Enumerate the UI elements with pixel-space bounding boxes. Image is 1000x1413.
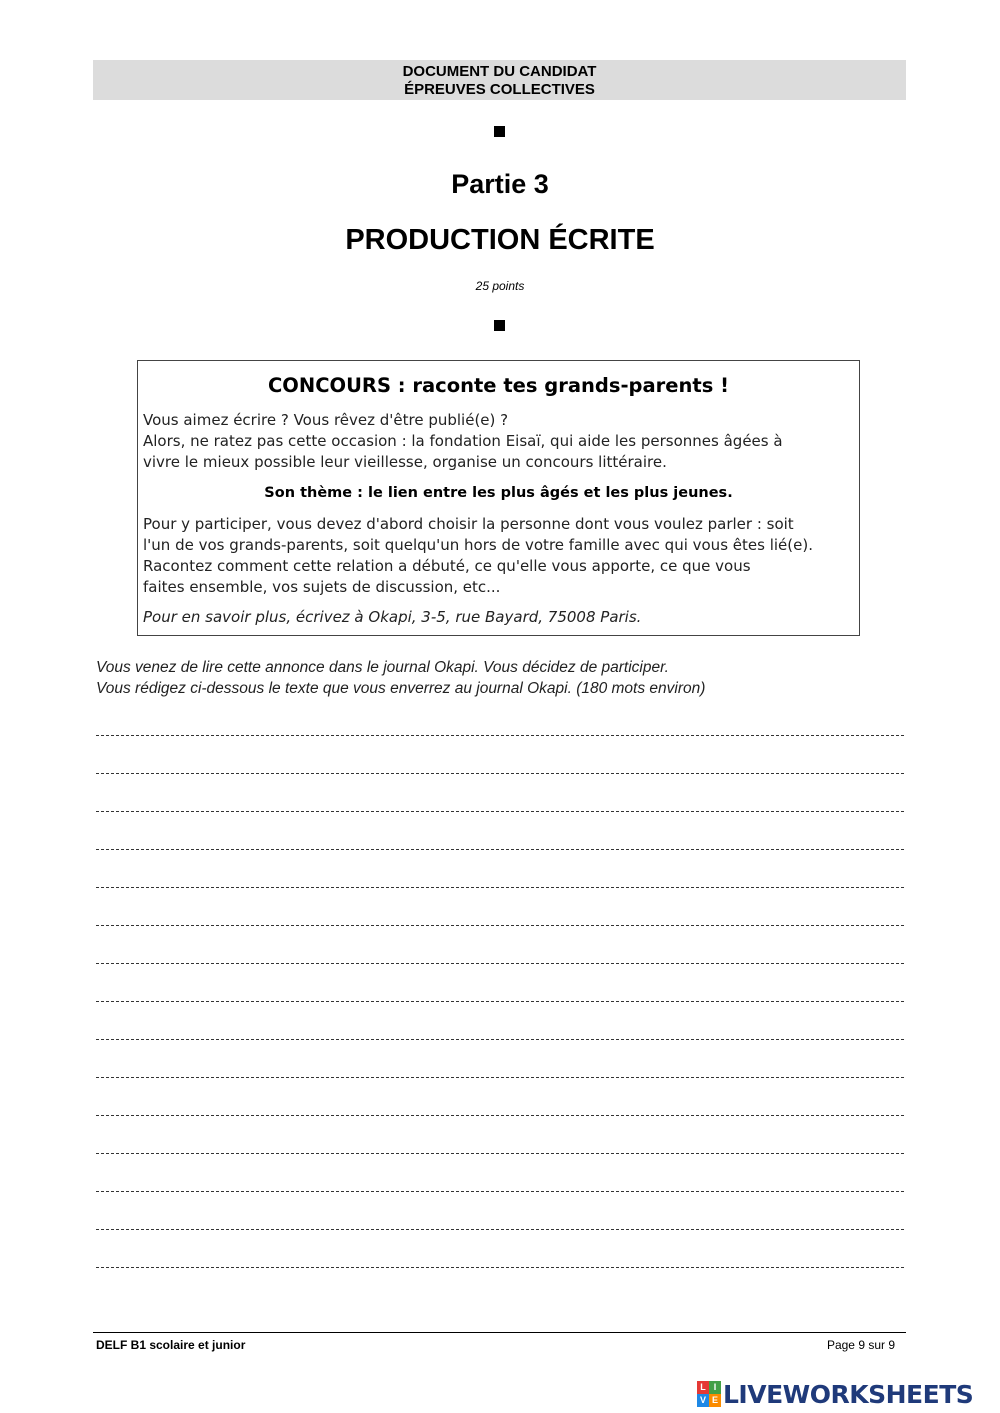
footer-divider — [93, 1332, 906, 1333]
watermark-text: LIVEWORKSHEETS — [723, 1379, 974, 1409]
writing-line[interactable] — [96, 736, 904, 774]
instruction-line: Vous venez de lire cette annonce dans le journal Okapi. Vous décidez de participer. — [96, 659, 669, 676]
writing-line[interactable] — [96, 1116, 904, 1154]
writing-area[interactable] — [96, 730, 904, 1268]
instruction-line: Vous rédigez ci-dessous le texte que vous enverrez au journal Okapi. (180 mots environ) — [96, 680, 706, 697]
square-bullet-icon — [494, 126, 505, 137]
writing-line[interactable] — [96, 812, 904, 850]
text-line: Racontez comment cette relation a débuté, ce qu'elle vous apporte, ce que vous — [143, 557, 751, 575]
logo-letter: I — [709, 1381, 721, 1394]
footer-page-number: Page 9 sur 9 — [826, 1338, 895, 1352]
text-line: Pour y participer, vous devez d'abord choisir la personne dont vous voulez parler : soit — [143, 515, 794, 533]
announcement-paragraph-2 — [143, 514, 863, 598]
writing-line[interactable] — [96, 926, 904, 964]
text-line: Vous aimez écrire ? Vous rêvez d'être publié(e) ? — [143, 411, 509, 429]
task-instructions — [96, 657, 916, 699]
writing-line[interactable] — [96, 850, 904, 888]
logo-letter: L — [697, 1381, 709, 1394]
liveworksheets-watermark — [697, 1376, 973, 1412]
square-bullet-icon — [494, 320, 505, 331]
text-line: faites ensemble, vos sujets de discussion, etc... — [143, 578, 501, 596]
footer-exam-name: DELF B1 scolaire et junior — [96, 1338, 246, 1352]
logo-letter: E — [709, 1394, 721, 1407]
logo-letter: V — [697, 1394, 709, 1407]
writing-line[interactable] — [96, 964, 904, 1002]
announcement-title: CONCOURS : raconte tes grands-parents ! — [268, 374, 729, 397]
announcement-theme: Son thème : le lien entre les plus âgés et les plus jeunes. — [264, 485, 733, 501]
document-header — [93, 60, 906, 100]
text-line: vivre le mieux possible leur vieillesse, organise un concours littéraire. — [143, 453, 667, 471]
writing-line[interactable] — [96, 1192, 904, 1230]
writing-line[interactable] — [96, 1040, 904, 1078]
liveworksheets-logo-icon — [697, 1381, 721, 1407]
text-line: l'un de vos grands-parents, soit quelqu'un hors de votre famille avec qui vous êtes lié(e). — [143, 536, 813, 554]
announcement-paragraph-1 — [143, 410, 863, 473]
header-line-1: DOCUMENT DU CANDIDAT — [402, 63, 597, 80]
part-title: Partie 3 — [451, 169, 549, 199]
section-title: PRODUCTION ÉCRITE — [345, 224, 655, 256]
writing-line[interactable] — [96, 1154, 904, 1192]
writing-line[interactable] — [96, 1230, 904, 1268]
writing-line[interactable] — [96, 888, 904, 926]
contest-announcement-box — [137, 360, 860, 636]
writing-line[interactable] — [96, 1002, 904, 1040]
writing-line[interactable] — [96, 1078, 904, 1116]
announcement-contact: Pour en savoir plus, écrivez à Okapi, 3-5, rue Bayard, 75008 Paris. — [143, 608, 642, 626]
writing-line[interactable] — [96, 774, 904, 812]
text-line: Alors, ne ratez pas cette occasion : la fondation Eisaï, qui aide les personnes âgées à — [143, 432, 783, 450]
points-label: 25 points — [475, 279, 525, 293]
header-line-2: ÉPREUVES COLLECTIVES — [404, 81, 595, 98]
